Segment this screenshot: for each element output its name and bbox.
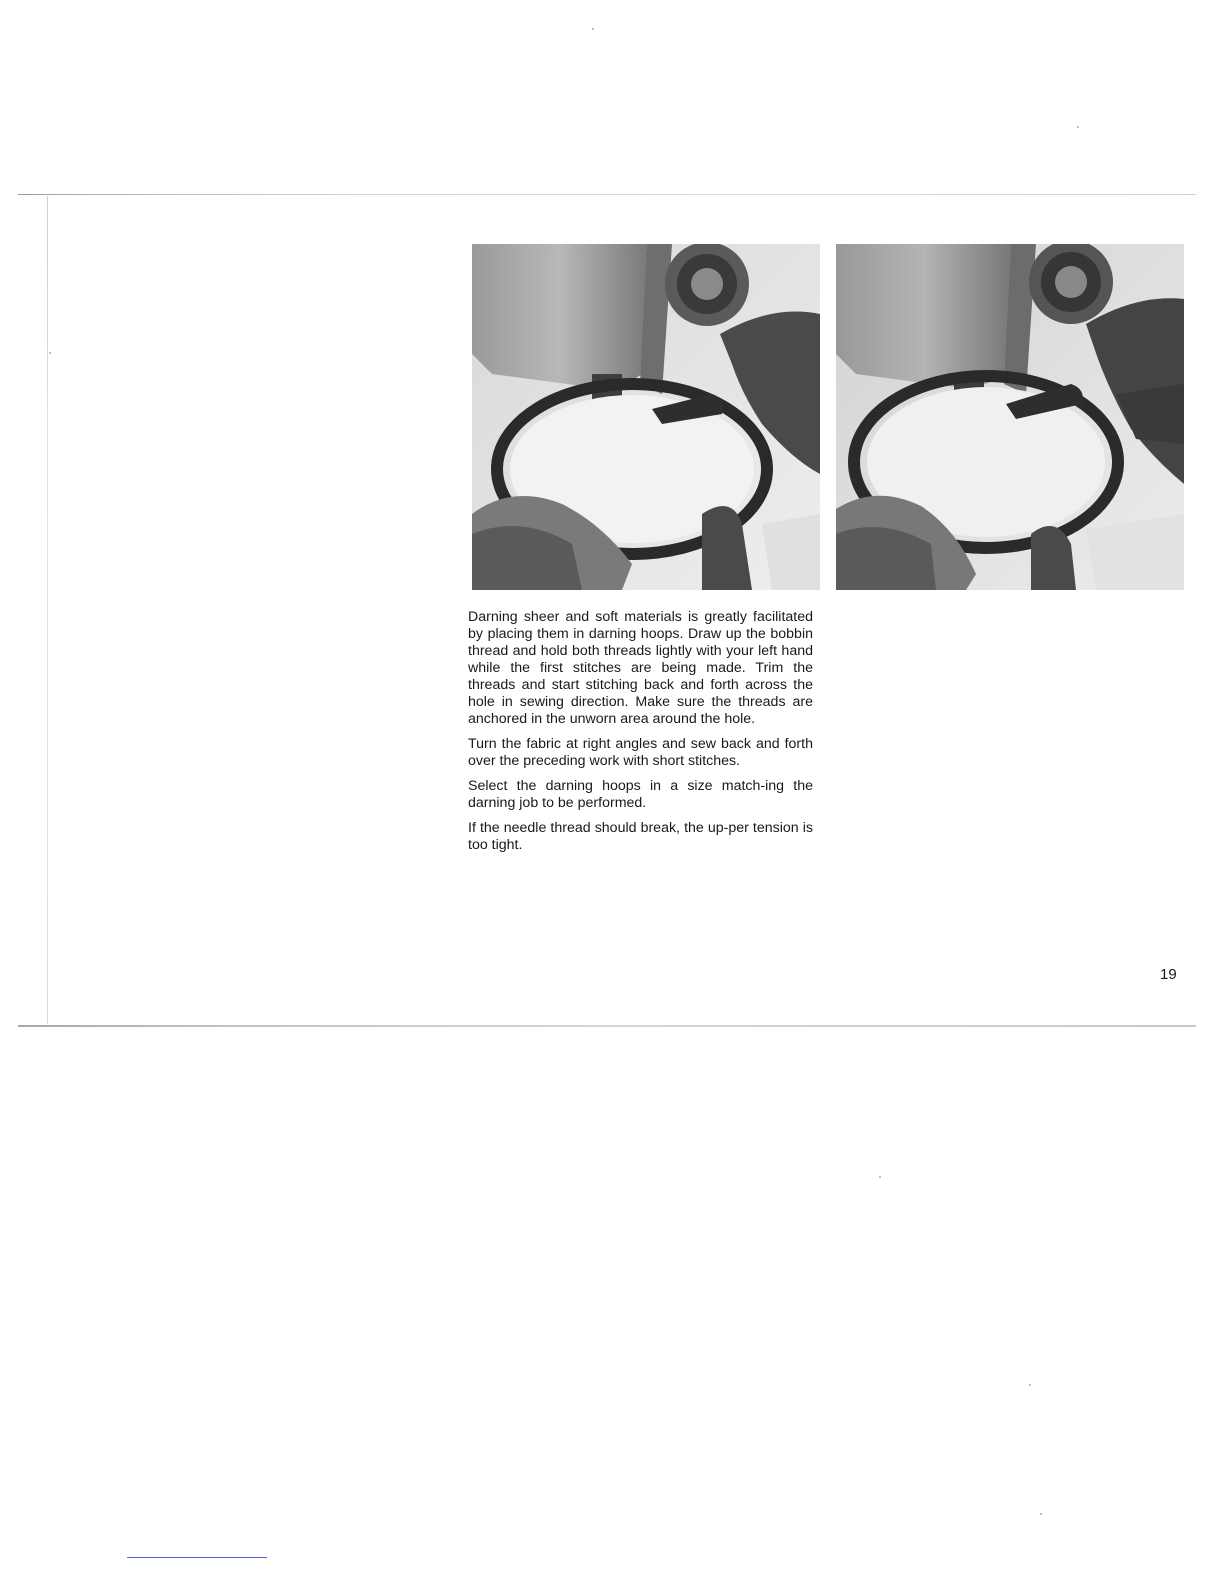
speck: [49, 352, 51, 354]
darning-instructions: [468, 609, 813, 862]
darning-hoop-photo-left: [472, 244, 820, 590]
bottom-rule: [18, 1025, 1196, 1027]
top-rule: [18, 194, 1196, 195]
paragraph-thread-break: If the needle thread should break, the up-per tension is too tight.: [468, 820, 813, 853]
speck: [1029, 1384, 1031, 1386]
speck: [592, 28, 594, 30]
speck: [879, 1176, 881, 1178]
paragraph-darning-hoops: Darning sheer and soft materials is greatly facilitated by placing them in darning hoops. Draw up the bobbin thread and hold both threads lightly with your left hand while the first stitches are being made. Trim the threads and start stitching back and forth across the hole in sewing direction. Make sure the threads are anchored in the unworn area around the hole.: [468, 609, 813, 727]
sewing-machine-darning-hoop-photo: [836, 244, 1184, 590]
paragraph-turn-fabric: Turn the fabric at right angles and sew back and forth over the preceding work with short stitches.: [468, 736, 813, 769]
speck: [1077, 126, 1079, 128]
speck: [1040, 1513, 1042, 1515]
darning-hoop-photo-right: [836, 244, 1184, 590]
page-number: 19: [1160, 966, 1177, 983]
left-margin-rule: [47, 196, 48, 1024]
footer-short-rule: [127, 1557, 267, 1558]
sewing-machine-darning-hoop-photo: [472, 244, 820, 590]
paragraph-select-hoops: Select the darning hoops in a size match-ing the darning job to be performed.: [468, 778, 813, 811]
